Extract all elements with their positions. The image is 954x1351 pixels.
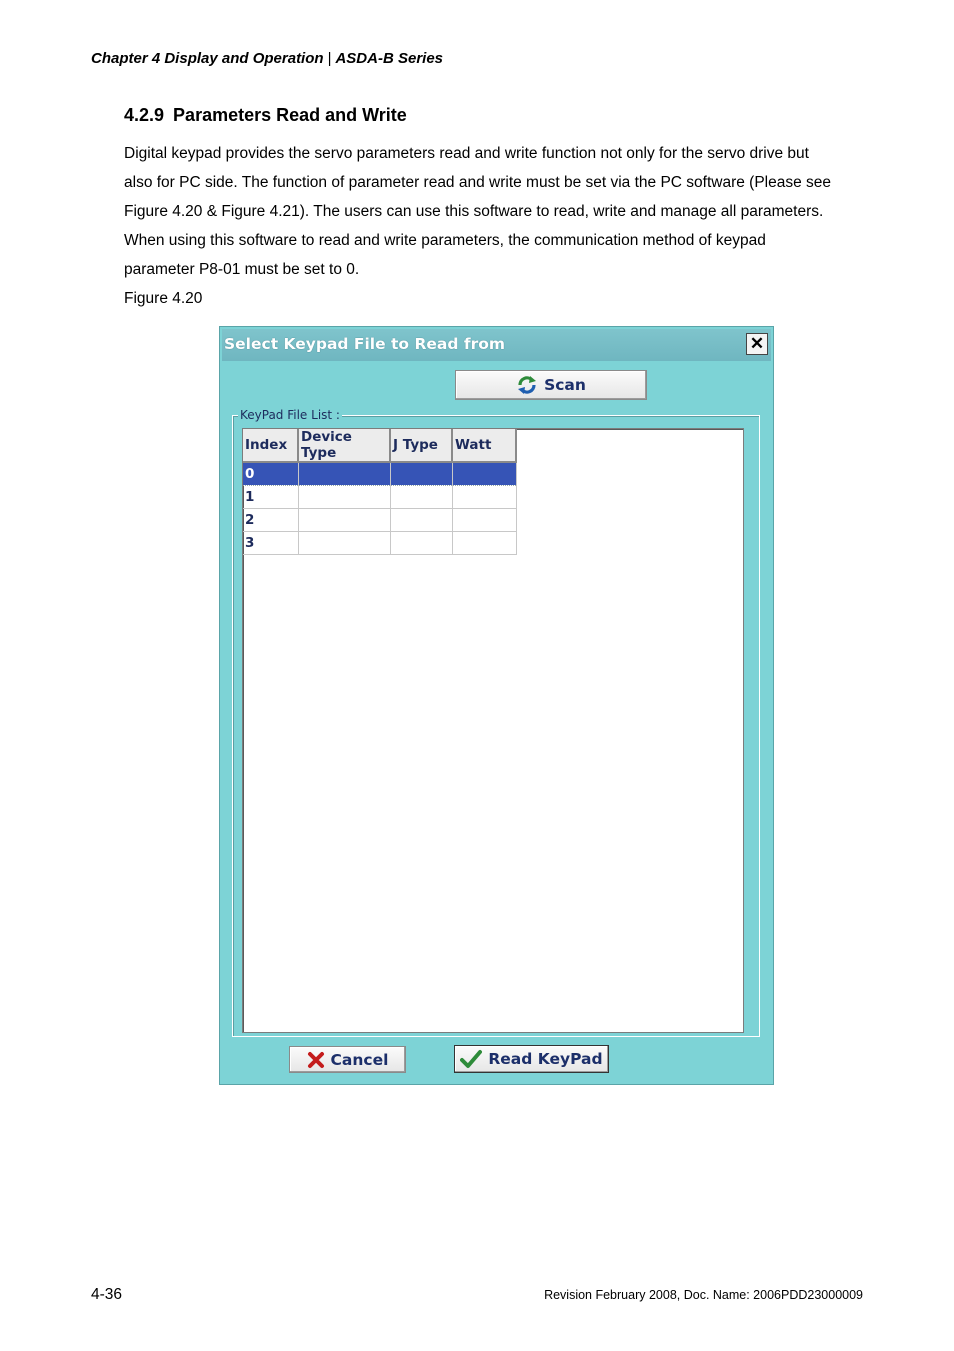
file-table [243, 429, 517, 555]
section-number: 4.2.9 [124, 105, 165, 125]
cell-j-type [390, 462, 452, 485]
table-row[interactable] [243, 508, 516, 531]
paragraph-line: When using this software to read and write parameters, the communication method of keypad [124, 232, 766, 249]
table-row[interactable] [243, 462, 516, 485]
table-header-row [243, 429, 516, 462]
column-header-index[interactable]: Index [243, 429, 298, 462]
refresh-icon [516, 374, 538, 396]
close-button[interactable] [746, 333, 768, 355]
checkmark-icon [460, 1049, 482, 1069]
cancel-label: Cancel [330, 1050, 389, 1069]
cancel-button[interactable] [289, 1046, 406, 1073]
paragraph-line: parameter P8-01 must be set to 0. [124, 261, 360, 278]
cell-j-type [390, 485, 452, 508]
figure-label: Figure 4.20 [124, 290, 203, 307]
group-label: KeyPad File List : [240, 408, 340, 422]
read-keypad-label: Read KeyPad [488, 1050, 603, 1068]
dialog-title: Select Keypad File to Read from [224, 335, 506, 353]
cell-index: 1 [243, 485, 298, 508]
x-icon [307, 1051, 325, 1069]
cell-watt [452, 462, 516, 485]
cell-index: 0 [243, 462, 298, 485]
scan-label: Scan [544, 376, 586, 394]
paragraph-line: Figure 4.20 & Figure 4.21). The users can use this software to read, write and manage all parameters. [124, 203, 824, 220]
cell-index: 2 [243, 508, 298, 531]
cell-watt [452, 508, 516, 531]
page-number: 4-36 [91, 1286, 123, 1303]
column-header-j-type[interactable]: J Type [390, 429, 452, 462]
cell-device-type [298, 462, 390, 485]
close-icon: ✕ [749, 334, 765, 353]
section-title: Parameters Read and Write [173, 105, 407, 125]
paragraph-line: also for PC side. The function of parameter read and write must be set via the PC software (Please see [124, 174, 832, 191]
body-paragraph [124, 139, 864, 284]
series-name: ASDA-B Series [335, 50, 444, 67]
keypad-file-list[interactable] [242, 428, 744, 1033]
revision-note: Revision February 2008, Doc. Name: 2006PDD23000009 [544, 1288, 863, 1302]
section-heading [124, 105, 407, 126]
cell-index: 3 [243, 531, 298, 554]
column-header-device-type[interactable]: Device Type [298, 429, 390, 462]
cell-device-type [298, 508, 390, 531]
cell-watt [452, 485, 516, 508]
keypad-file-dialog [219, 326, 774, 1085]
cell-watt [452, 531, 516, 554]
table-row[interactable] [243, 485, 516, 508]
dialog-titlebar[interactable] [222, 329, 771, 361]
cell-j-type [390, 531, 452, 554]
paragraph-line: Digital keypad provides the servo parameters read and write function not only for the servo drive but [124, 145, 809, 162]
cell-device-type [298, 531, 390, 554]
cell-device-type [298, 485, 390, 508]
column-header-watt[interactable]: Watt [452, 429, 516, 462]
scan-button[interactable] [455, 370, 647, 400]
table-row[interactable] [243, 531, 516, 554]
chapter-title: Chapter 4 Display and Operation [91, 50, 324, 67]
cell-j-type [390, 508, 452, 531]
header-separator: | [327, 50, 332, 67]
running-header [91, 50, 443, 67]
read-keypad-button[interactable] [454, 1045, 609, 1073]
